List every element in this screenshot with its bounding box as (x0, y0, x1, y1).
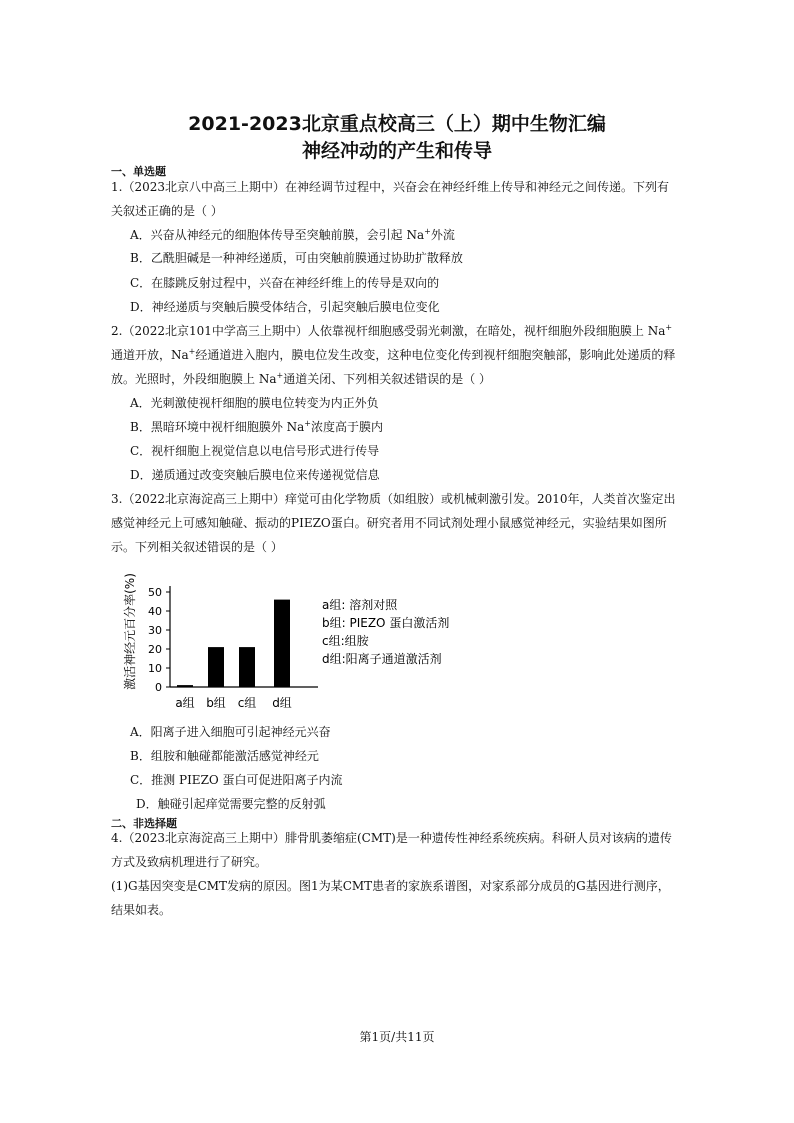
q1-option-a (130, 228, 455, 242)
q1-option-d: D．神经递质与突触后膜受体结合，引起突触后膜电位变化 (130, 300, 440, 314)
y-tick-label: 0 (155, 681, 162, 694)
q1-option-c: C．在膝跳反射过程中，兴奋在神经纤维上的传导是双向的 (130, 276, 440, 290)
bar (239, 647, 255, 687)
q4-sub1-line2: 结果如表。 (111, 903, 172, 917)
y-tick-label: 50 (148, 586, 162, 599)
superscript: + (665, 323, 673, 332)
q1-stem-line1: 1.（2023北京八中高三上期中）在神经调节过程中，兴奋会在神经纤维上传导和神经元之间传递。下列有 (111, 180, 669, 194)
q3-option-d: D．触碰引起痒觉需要完整的反射弧 (136, 797, 326, 811)
bar (177, 685, 193, 687)
q2-option-b (130, 420, 383, 434)
y-tick-label: 10 (148, 662, 162, 675)
q2-stem-line2 (111, 348, 675, 362)
superscript: + (188, 347, 196, 356)
q4-sub1-line1: (1)G基因突变是CMT发病的原因。图1为某CMT患者的家族系谱图，对家系部分成员的G基因进行测序， (111, 879, 670, 893)
legend-entry: c组:组胺 (322, 634, 369, 648)
q2-option-c: C．视杆细胞上视觉信息以电信号形式进行传导 (130, 444, 380, 458)
bar (274, 600, 290, 687)
q2-option-a: A．光刺激使视杆细胞的膜电位转变为内正外负 (130, 396, 379, 410)
superscript: + (304, 419, 311, 428)
q2-option-b-text: B．黑暗环境中视杆细胞膜外 Na (130, 420, 305, 434)
section-heading-non-choice: 二、非选择题 (111, 817, 177, 830)
y-tick-label: 40 (148, 605, 162, 618)
x-tick-label: b组 (206, 696, 226, 710)
q2-stem-line1 (111, 324, 672, 338)
x-tick-label: a组 (175, 696, 195, 710)
legend-entry: d组:阳离子通道激活剂 (322, 652, 442, 666)
y-axis-label: 激活神经元百分率(%) (123, 573, 137, 690)
q4-stem-line2: 方式及致病机理进行了研究。 (111, 855, 268, 869)
bar (208, 647, 224, 687)
q1-option-b: B．乙酰胆碱是一种神经递质，可由突触前膜通过协助扩散释放 (130, 251, 463, 265)
y-tick-label: 30 (148, 624, 162, 637)
q2-stem-line3-b: 通道关闭、下列相关叙述错误的是（ ） (283, 372, 492, 386)
document-title-line2: 神经冲动的产生和传导 (301, 140, 492, 162)
q2-option-d: D．递质通过改变突触后膜电位来传递视觉信息 (130, 468, 380, 482)
page-footer: 第1页/共11页 (359, 1030, 435, 1044)
superscript: + (424, 227, 431, 236)
q1-stem-line2: 关叙述正确的是（ ） (111, 204, 223, 218)
legend-entry: a组: 溶剂对照 (322, 598, 398, 612)
q2-stem-line2-b: 经通道进入胞内，膜电位发生改变，这种电位变化传到视杆细胞突触部，影响此处递质的释 (195, 348, 676, 362)
q3-stem-line1: 3.（2022北京海淀高三上期中）痒觉可由化学物质（如组胺）或机械刺激引发。2010年，人类首次鉴定出 (111, 492, 676, 506)
legend-entry: b组: PIEZO 蛋白激活剂 (322, 616, 450, 630)
q4-stem-line1: 4.（2023北京海淀高三上期中）腓骨肌萎缩症(CMT)是一种遗传性神经系统疾病。科研人员对该病的遗传 (111, 831, 672, 845)
q3-stem-line2: 感觉神经元上可感知触碰、振动的PIEZO蛋白。研究者用不同试剂处理小鼠感觉神经元，实验结果如图所 (111, 516, 667, 530)
q2-stem-line3-a: 放。光照时，外段细胞膜上 Na (111, 372, 277, 386)
section-heading-single-choice: 一、单选题 (111, 165, 166, 178)
q2-option-b-tail: 浓度高于膜内 (311, 420, 384, 434)
q2-stem-line2-a: 通道开放，Na (111, 348, 189, 362)
document-title-line1: 2021-2023北京重点校高三（上）期中生物汇编 (188, 113, 606, 135)
q1-option-a-tail: 外流 (430, 228, 455, 242)
q1-option-a-text: A．兴奋从神经元的细胞体传导至突触前膜，会引起 Na (130, 228, 425, 242)
y-tick-label: 20 (148, 643, 162, 656)
superscript: + (276, 371, 284, 380)
q3-option-a: A．阳离子进入细胞可引起神经元兴奋 (130, 725, 331, 739)
q3-stem-line3: 示。下列相关叙述错误的是（ ） (111, 540, 283, 554)
x-tick-label: d组 (272, 696, 292, 710)
q3-option-c: C．推测 PIEZO 蛋白可促进阳离子内流 (130, 773, 343, 787)
x-tick-label: c组 (237, 696, 257, 710)
q2-stem-line3 (111, 372, 491, 386)
q3-option-b: B．组胺和触碰都能激活感觉神经元 (130, 749, 319, 763)
q2-stem-line1-text: 2.（2022北京101中学高三上期中）人依靠视杆细胞感受弱光刺激，在暗处，视杆细胞外段细胞膜上 Na (111, 324, 666, 338)
q3-bar-chart (120, 563, 480, 723)
